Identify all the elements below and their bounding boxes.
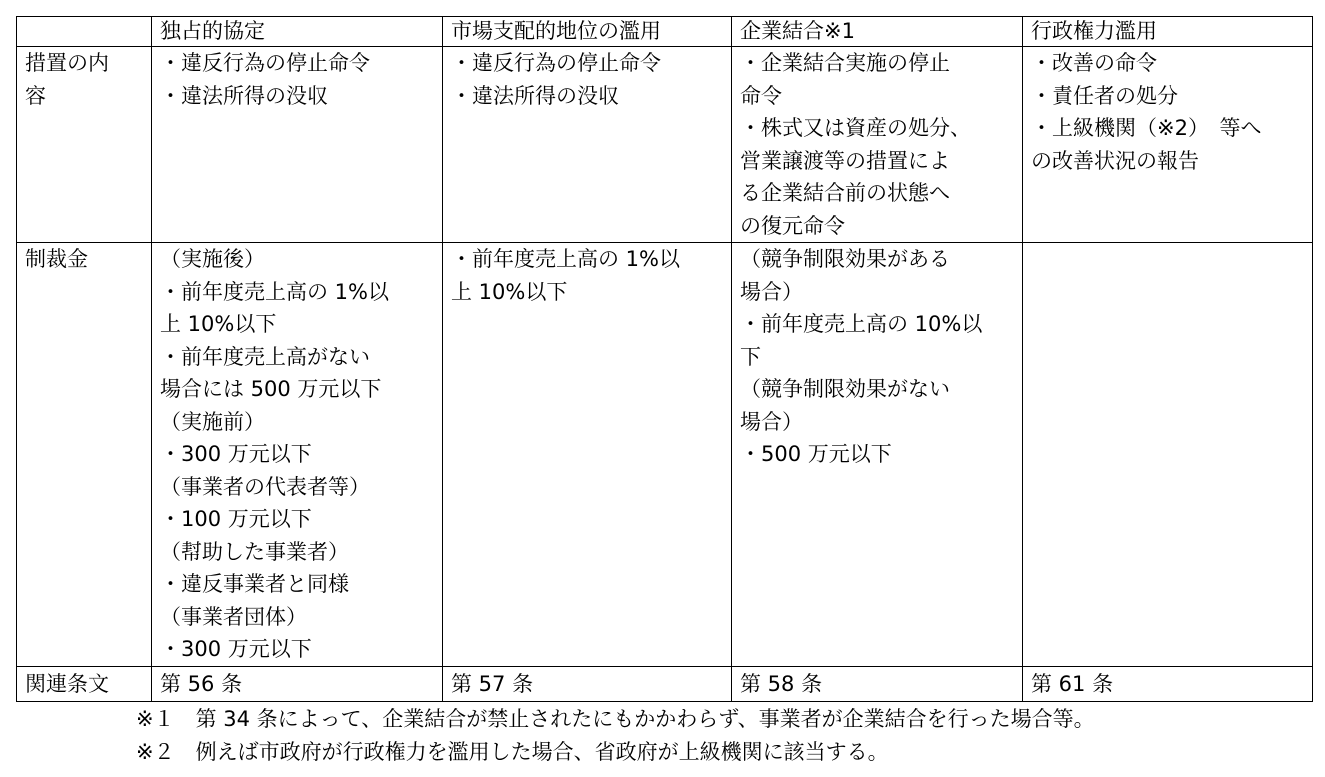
cell-line: 関連条文 — [25, 671, 109, 696]
cell-articles-administrative-power-abuse — [1023, 666, 1313, 701]
cell-sanction-dominant-position-abuse — [443, 243, 732, 667]
cell-line: 場合には 500 万元以下 — [160, 377, 382, 401]
cell-line: ・500 万元以下 — [740, 442, 892, 466]
cell-line: 上 10%以下 — [160, 312, 277, 336]
table-row-articles — [17, 666, 1313, 701]
cell-line: の改善状況の報告 — [1031, 148, 1199, 173]
header-cell-dominant-position-abuse: 市場支配的地位の濫用 — [443, 17, 732, 47]
header-cell-corner — [17, 17, 152, 47]
cell-sanction-administrative-power-abuse — [1023, 243, 1313, 667]
cell-line: 第 58 条 — [740, 671, 823, 696]
cell-measures-dominant-position-abuse — [443, 47, 732, 243]
cell-line: ・前年度売上高の 1%以 — [451, 247, 680, 271]
cell-line: ・違法所得の没収 — [451, 83, 619, 108]
row-label-measures — [17, 47, 152, 243]
cell-line: の復元命令 — [740, 213, 845, 238]
cell-line: ・違反行為の停止命令 — [451, 51, 661, 75]
cell-line: （事業者の代表者等） — [160, 474, 370, 499]
cell-line: ・前年度売上高の 1%以 — [160, 279, 389, 304]
cell-line: 措置の内 — [25, 51, 109, 75]
header-cell-administrative-power-abuse: 行政権力濫用 — [1023, 17, 1313, 47]
cell-measures-merger — [732, 47, 1023, 243]
footnote-1: ※１ 第 34 条によって、企業結合が禁止されたにもかかわらず、事業者が企業結合を行った場合等。 — [136, 707, 1095, 731]
footnote-2: ※２ 例えば市政府が行政権力を濫用した場合、省政府が上級機関に該当する。 — [136, 740, 889, 764]
cell-line: 上 10%以下 — [451, 279, 568, 304]
cell-line: ・前年度売上高の 10%以 — [740, 312, 983, 336]
cell-line: ・違反行為の停止命令 — [160, 51, 370, 75]
cell-measures-administrative-power-abuse — [1023, 47, 1313, 243]
cell-line: 下 — [740, 344, 761, 369]
cell-sanction-exclusive-agreement — [152, 243, 443, 667]
cell-line: ・違法所得の没収 — [160, 83, 328, 108]
cell-line: 容 — [25, 83, 46, 108]
row-label-sanction — [17, 243, 152, 667]
cell-line: ・企業結合実施の停止 — [740, 51, 950, 75]
cell-line: 命令 — [740, 83, 782, 108]
cell-line: 第 57 条 — [451, 671, 534, 696]
cell-line: 営業譲渡等の措置によ — [740, 148, 950, 173]
header-cell-merger: 企業結合※1 — [732, 17, 1023, 47]
cell-articles-merger — [732, 666, 1023, 701]
cell-line: 場合） — [740, 409, 803, 434]
cell-line: 制裁金 — [25, 247, 88, 271]
table-row-measures — [17, 47, 1313, 243]
cell-line: ・100 万元以下 — [160, 507, 312, 531]
cell-line: ・株式又は資産の処分、 — [740, 116, 971, 140]
cell-line: ・改善の命令 — [1031, 51, 1157, 75]
cell-articles-exclusive-agreement — [152, 666, 443, 701]
cell-line: （実施後） — [160, 247, 265, 271]
cell-line: （実施前） — [160, 409, 265, 434]
cell-line: ・300 万元以下 — [160, 442, 312, 466]
comparison-table — [16, 16, 1313, 702]
cell-line: る企業結合前の状態へ — [740, 181, 950, 205]
table-row-sanction — [17, 243, 1313, 667]
cell-articles-dominant-position-abuse — [443, 666, 732, 701]
cell-line: （競争制限効果がない — [740, 377, 950, 401]
cell-line: ・前年度売上高がない — [160, 344, 370, 369]
header-row — [17, 17, 1313, 47]
footnotes — [136, 703, 1095, 769]
cell-line: ・300 万元以下 — [160, 637, 312, 661]
cell-measures-exclusive-agreement — [152, 47, 443, 243]
cell-line: ・責任者の処分 — [1031, 83, 1178, 108]
row-label-articles — [17, 666, 152, 701]
cell-line: 第 56 条 — [160, 671, 243, 696]
cell-line: 第 61 条 — [1031, 671, 1114, 696]
cell-line: ・上級機関（※2） 等へ — [1031, 116, 1262, 140]
cell-line: （事業者団体） — [160, 604, 307, 629]
cell-line: 場合） — [740, 279, 803, 304]
cell-line: （幇助した事業者） — [160, 539, 349, 564]
cell-sanction-merger — [732, 243, 1023, 667]
cell-line: （競争制限効果がある — [740, 247, 950, 271]
header-cell-exclusive-agreement: 独占的協定 — [152, 17, 443, 47]
cell-line: ・違反事業者と同様 — [160, 572, 349, 596]
